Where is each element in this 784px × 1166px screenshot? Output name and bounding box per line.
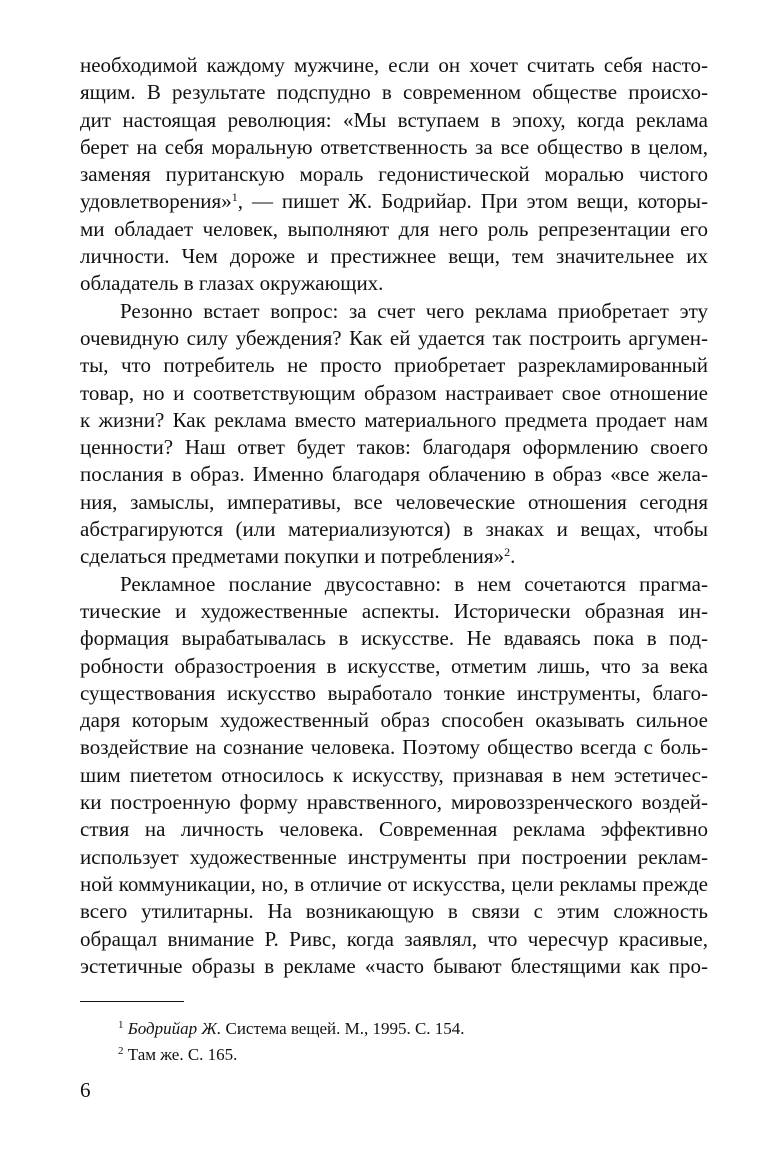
text-line: всего утилитарны. На возникающую в связи с этим сложность	[80, 899, 708, 924]
text-segment: .	[510, 544, 516, 569]
text-line: эстетичные образы в рекламе «часто бывают блестящими как про-	[80, 953, 708, 978]
text-line: Резонно встает вопрос: за счет чего реклама приобретает эту	[120, 298, 708, 323]
text-segment: сделаться предметами покупки и потребления»	[80, 544, 505, 569]
text-line: товар, но и соответствующим образом настраивает свое отношение	[80, 380, 708, 405]
footnote-author: Бодрийар Ж.	[127, 1019, 222, 1038]
text-line: даря которым художественный образ способен оказывать сильное	[80, 708, 708, 733]
footnotes	[118, 1016, 678, 1068]
text-line: обладатель в глазах окружающих.	[80, 271, 384, 296]
page-number: 6	[80, 1078, 91, 1102]
text-line: ми обладает человек, выполняют для него роль репрезентации его	[80, 216, 708, 241]
footnote-text: Там же. С. 165.	[123, 1045, 238, 1064]
footnote-ref: 2	[504, 545, 511, 560]
text-line: ной коммуникации, но, в отличие от искусства, цели рекламы прежде	[80, 871, 708, 896]
text-line: послания в образ. Именно благодаря облачению в образ «все жела-	[80, 462, 708, 487]
text-line: обращал внимание Р. Ривс, когда заявлял, что чересчур красивые,	[80, 926, 708, 951]
footnote-divider	[80, 1001, 184, 1002]
text-line: заменяя пуританскую мораль гедонистической моралью чистого	[80, 162, 708, 187]
footnote-marker: 2	[118, 1045, 124, 1057]
text-line: к жизни? Как реклама вместо материального предмета продает нам	[80, 407, 708, 432]
footnote-ref: 1	[231, 190, 238, 205]
text-line: абстрагируются (или материализуются) в знаках и вещах, чтобы	[80, 517, 708, 542]
text-line: тические и художественные аспекты. Исторически образная ин-	[80, 598, 708, 623]
text-line: ки построенную форму нравственного, мировоззренческого воздей-	[80, 790, 708, 815]
text-line: ценности? Наш ответ будет таков: благодаря оформлению своего	[80, 435, 708, 460]
text-line	[80, 188, 708, 215]
text-line	[80, 543, 708, 570]
text-line: ты, что потребитель не просто приобретает разрекламированный	[80, 353, 708, 378]
text-line: Рекламное послание двусоставно: в нем сочетаются прагма-	[120, 571, 708, 596]
text-line: дит настоящая революция: «Мы вступаем в эпоху, когда реклама	[80, 107, 708, 132]
text-line: существования искусство выработало тонкие инструменты, благо-	[80, 680, 708, 705]
text-line: очевидную силу убеждения? Как ей удается так построить аргумен-	[80, 325, 708, 350]
body-text	[80, 52, 708, 980]
text-line: берет на себя моральную ответственность за все общество в целом,	[80, 134, 708, 159]
text-line: ящим. В результате подспудно в современном обществе происхо-	[80, 80, 708, 105]
text-line: использует художественные инструменты при построении реклам-	[80, 844, 708, 869]
text-line: личности. Чем дороже и престижнее вещи, тем значительнее их	[80, 244, 708, 269]
footnote-marker: 1	[118, 1019, 124, 1031]
text-line: шим пиететом относилось к искусству, признавая в нем эстетичес-	[80, 762, 708, 787]
text-segment: , — пишет Ж. Бодрийар. При этом вещи, которы-	[237, 189, 708, 214]
text-line: ствия на личность человека. Современная реклама эффективно	[80, 817, 708, 842]
footnote-2	[118, 1042, 678, 1068]
text-segment: удовлетворения»	[80, 189, 232, 214]
text-line: робности образостроения в искусстве, отметим лишь, что за века	[80, 653, 708, 678]
text-line: необходимой каждому мужчине, если он хочет считать себя насто-	[80, 53, 708, 77]
text-line: формация вырабатывалась в искусстве. Не вдаваясь пока в под-	[80, 626, 708, 651]
text-line: ния, замыслы, императивы, все человеческие отношения сегодня	[80, 489, 708, 514]
footnote-1	[118, 1016, 678, 1042]
footnote-text: Система вещей. М., 1995. С. 154.	[221, 1019, 465, 1038]
text-line: воздействие на сознание человека. Поэтому общество всегда с боль-	[80, 735, 708, 760]
